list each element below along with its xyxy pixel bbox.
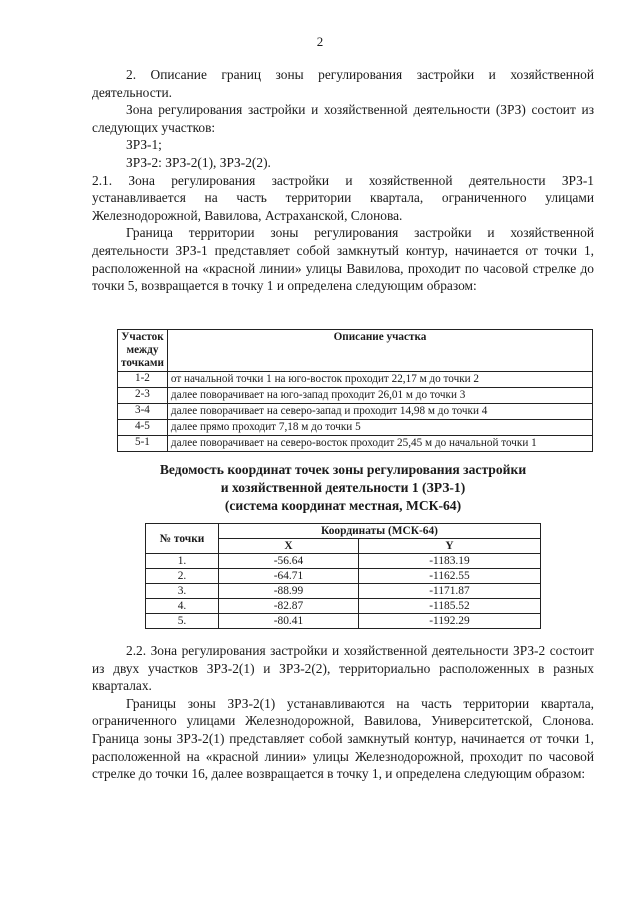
header-description: Описание участка: [167, 330, 592, 372]
page-number: 2: [316, 34, 324, 49]
table-row: [118, 372, 593, 388]
y-cell: -1192.29: [358, 614, 540, 629]
table-row: [146, 584, 541, 599]
table-row: [146, 599, 541, 614]
point-cell: 1.: [146, 554, 219, 569]
paragraph: 2.1. Зона регулирования застройки и хозяйственной деятельности ЗРЗ-1 устанавливается на часть территории квартала, ограниченного улицами Железнодорожной, Вавилова, Астраханской, Слонова.: [92, 172, 594, 223]
body-text-top: [92, 66, 594, 295]
table-row: [118, 404, 593, 420]
table-row: [118, 388, 593, 404]
table-row: [146, 614, 541, 629]
x-cell: -88.99: [219, 584, 359, 599]
coords-heading: [92, 461, 594, 515]
segment-cell: 1-2: [118, 372, 168, 388]
point-cell: 3.: [146, 584, 219, 599]
coords-table: [145, 523, 541, 629]
description-cell: от начальной точки 1 на юго-восток проходит 22,17 м до точки 2: [167, 372, 592, 388]
body-text-bottom: [92, 642, 594, 783]
y-cell: -1171.87: [358, 584, 540, 599]
point-cell: 2.: [146, 569, 219, 584]
paragraph: ЗРЗ-2: ЗРЗ-2(1), ЗРЗ-2(2).: [126, 154, 271, 170]
paragraph: 2.2. Зона регулирования застройки и хозяйственной деятельности ЗРЗ-2 состоит из двух участков ЗРЗ-2(1) и ЗРЗ-2(2), территориально расположенных в разных кварталах.: [92, 643, 594, 694]
table-row: [146, 569, 541, 584]
segment-cell: 2-3: [118, 388, 168, 404]
table-header-row: [118, 330, 593, 372]
paragraph: Граница территории зоны регулирования застройки и хозяйственной деятельности ЗРЗ-1 представляет собой замкнутый контур, начинается от точки 1, расположенной на «красной линии» улицы Вавилова, проходит по часовой стрелке до точки 5, возвращается в точку 1 и определена следующим образом:: [92, 225, 594, 294]
paragraph: 2. Описание границ зоны регулирования застройки и хозяйственной деятельности.: [92, 67, 594, 100]
point-cell: 4.: [146, 599, 219, 614]
heading-line: (система координат местная, МСК-64): [224, 498, 462, 513]
y-cell: -1185.52: [358, 599, 540, 614]
header-coordinates: Координаты (МСК-64): [219, 524, 541, 539]
table-row: [118, 436, 593, 452]
paragraph: Границы зоны ЗРЗ-2(1) устанавливаются на часть территории квартала, ограниченного улицами Железнодорожной, Вавилова, Университетской, Слонова. Граница зоны ЗРЗ-2(1) представляет собой замкнутый контур, начинается от точки 1, расположенной на «красной линии» улицы Железнодорожной, проходит по часовой стрелке до точки 16, далее возвращается в точку 1, и определена следующим образом:: [92, 695, 594, 782]
header-y: Y: [358, 539, 540, 554]
y-cell: -1162.55: [358, 569, 540, 584]
heading-line: и хозяйственной деятельности 1 (ЗРЗ-1): [220, 480, 466, 495]
heading-line: Ведомость координат точек зоны регулирования застройки: [159, 462, 527, 477]
x-cell: -82.87: [219, 599, 359, 614]
x-cell: -64.71: [219, 569, 359, 584]
point-cell: 5.: [146, 614, 219, 629]
segment-cell: 5-1: [118, 436, 168, 452]
paragraph: ЗРЗ-1;: [126, 137, 162, 153]
x-cell: -56.64: [219, 554, 359, 569]
description-cell: далее поворачивает на северо-запад и проходит 14,98 м до точки 4: [167, 404, 592, 420]
segment-cell: 4-5: [118, 420, 168, 436]
y-cell: -1183.19: [358, 554, 540, 569]
header-point-number: № точки: [146, 524, 219, 554]
table-row: [146, 554, 541, 569]
paragraph: Зона регулирования застройки и хозяйственной деятельности (ЗРЗ) состоит из следующих участков:: [92, 102, 594, 135]
segment-cell: 3-4: [118, 404, 168, 420]
description-cell: далее поворачивает на юго-запад проходит 26,01 м до точки 3: [167, 388, 592, 404]
segments-table: [117, 329, 593, 452]
header-x: X: [219, 539, 359, 554]
x-cell: -80.41: [219, 614, 359, 629]
header-segment: Участок между точками: [118, 330, 168, 372]
description-cell: далее поворачивает на северо-восток проходит 25,45 м до начальной точки 1: [167, 436, 592, 452]
table-header-row: [146, 524, 541, 539]
table-row: [118, 420, 593, 436]
description-cell: далее прямо проходит 7,18 м до точки 5: [167, 420, 592, 436]
